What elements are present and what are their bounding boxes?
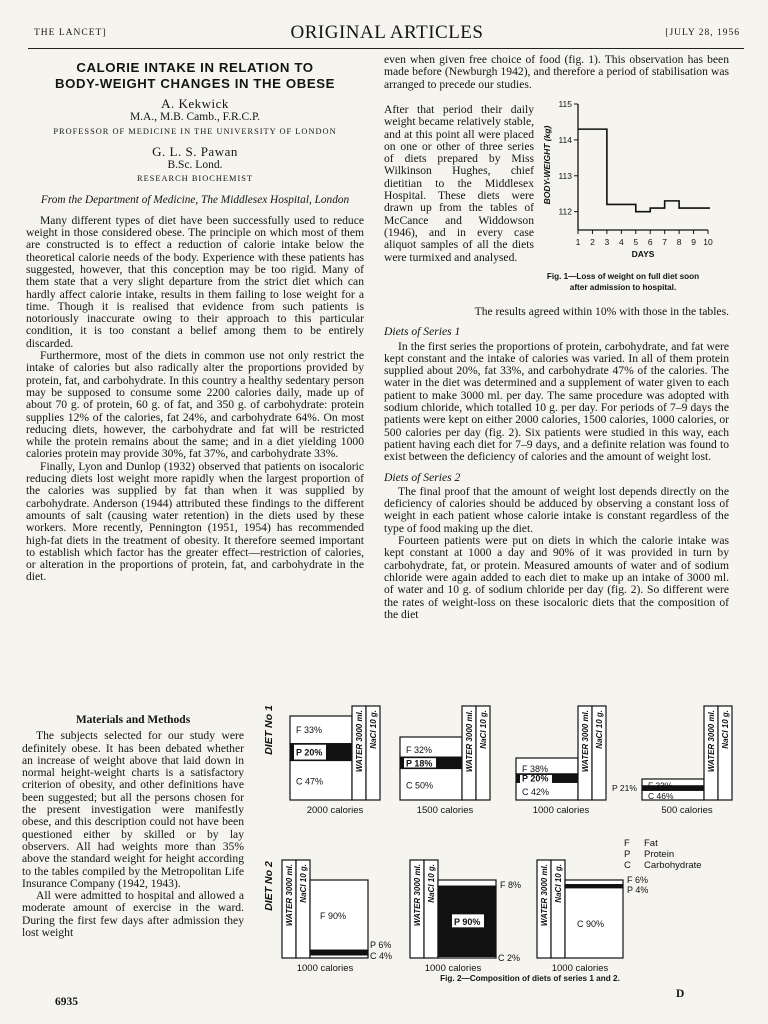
fat-label: F 32% xyxy=(406,745,433,756)
fat-label: F 6% xyxy=(627,875,649,885)
page-number: 6935 xyxy=(55,996,78,1008)
affiliation: From the Department of Medicine, The Middlesex Hospital, London xyxy=(40,193,350,206)
fat-label: F 8% xyxy=(500,880,522,891)
issue-date: [JULY 28, 1956 xyxy=(665,28,740,38)
author-1: A. Kekwick xyxy=(161,96,229,111)
x-tick-label: 8 xyxy=(676,237,682,247)
figure-1-caption xyxy=(538,272,708,293)
protein-label: P 20% xyxy=(296,747,323,758)
diet-bar-group xyxy=(290,706,380,816)
diet-bar-group xyxy=(516,706,606,816)
header-rule xyxy=(28,48,744,49)
protein-label: P 18% xyxy=(406,758,433,769)
paragraph: The subjects selected for our study were definitely obese. It has been debated whether an increase of weight above that laid down in normal height-weight charts is a satisfactory criterion of obesity, and other definitions have been suggested; but all the persons chosen for the present investigation were manifestly obese, and this description could not have been questioned either by skilled or by lay observers. All had weights more than 35% above the standard weight for height according to the tables compiled by the Metropolitan Life Insurance Company (1942, 1943). xyxy=(22,729,244,890)
author-1-post: PROFESSOR OF MEDICINE IN THE UNIVERSITY OF LONDON xyxy=(53,126,337,136)
protein-segment xyxy=(310,950,368,955)
protein-label: P 20% xyxy=(522,773,549,784)
diet-bar-group xyxy=(410,860,521,974)
legend-key: P xyxy=(624,849,631,860)
salt-label: NaCl 10 g. xyxy=(721,710,730,749)
diet-bar-group xyxy=(400,706,490,816)
calories-label: 2000 calories xyxy=(306,805,364,816)
calories-label: 500 calories xyxy=(661,805,713,816)
figure-2-caption: Fig. 2—Composition of diets of series 1 and 2. xyxy=(440,974,620,983)
carbohydrate-label: C 4% xyxy=(370,951,393,961)
x-tick-label: 10 xyxy=(703,237,713,247)
series1-heading: Diets of Series 1 xyxy=(384,325,461,339)
paragraph: All were admitted to hospital and allowed a moderate amount of exercise in the ward. During the first few days after admission they lost weight xyxy=(22,889,244,940)
diet-bar-group xyxy=(537,860,648,974)
weight-line xyxy=(578,129,710,212)
legend-label: Carbohydrate xyxy=(644,860,702,871)
right-column-body xyxy=(384,306,729,621)
x-tick-label: 4 xyxy=(618,237,624,247)
diet-bar-group xyxy=(612,706,732,816)
title-line-2: BODY-WEIGHT CHANGES IN THE OBESE xyxy=(54,76,336,91)
signature-mark: D xyxy=(676,988,685,1000)
protein-label: P 90% xyxy=(454,916,481,927)
legend-label: Fat xyxy=(644,838,658,849)
figure-1-chart xyxy=(538,96,720,272)
protein-label: P 6% xyxy=(370,940,392,950)
x-axis-label: DAYS xyxy=(631,249,655,259)
journal-name: THE LANCET] xyxy=(34,28,107,38)
author-2-degrees: B.Sc. Lond. xyxy=(167,159,223,172)
running-header xyxy=(34,22,740,44)
salt-label: NaCl 10 g. xyxy=(427,864,436,903)
calories-label: 1000 calories xyxy=(532,805,590,816)
water-label: WATER 3000 ml. xyxy=(707,710,716,773)
author-2-post: RESEARCH BIOCHEMIST xyxy=(136,174,254,184)
water-label: WATER 3000 ml. xyxy=(413,864,422,927)
author-1-degrees: M.A., M.B. Camb., F.R.C.P. xyxy=(129,111,261,124)
salt-label: NaCl 10 g. xyxy=(595,710,604,749)
carbohydrate-label: C 47% xyxy=(296,776,324,787)
methods-heading: Materials and Methods xyxy=(75,714,191,726)
water-label: WATER 3000 ml. xyxy=(355,710,364,773)
series-label: DIET No 1 xyxy=(263,705,275,755)
diet-bar-group xyxy=(282,860,392,974)
water-label: WATER 3000 ml. xyxy=(581,710,590,773)
legend-key: C xyxy=(624,860,631,871)
carbohydrate-label: C 90% xyxy=(577,918,605,929)
calories-label: 1000 calories xyxy=(296,963,354,974)
legend-key: F xyxy=(624,838,630,849)
y-tick-label: 113 xyxy=(558,170,572,181)
author-2: G. L. S. Pawan xyxy=(152,143,238,159)
water-label: WATER 3000 ml. xyxy=(465,710,474,773)
paragraph: In the first series the proportions of protein, carbohydrate, and fat were kept constant and the intake of calories was varied. In all of them protein supplied about 20%, fat 33%, and carbohydrate 47% of the calories. The water in the diet was determined and a supplement of water given to each patient to make 3000 ml. per day. The same procedure was adopted with sodium chloride, which totalled 10 g. per day. For periods of 7–9 days the patients were kept on either 2000 calories, 1500 calories, 1000 calories, or 500 calories per day (fig. 2). Six patients were studied in this way, each patient having each diet for 7–9 days, and a definite relation was found to exist between the deficiency of calories and the amount of weight lost. xyxy=(384,339,729,464)
series-label: DIET No 2 xyxy=(263,861,275,911)
carbohydrate-label: C 50% xyxy=(406,780,434,791)
salt-label: NaCl 10 g. xyxy=(479,710,488,749)
paragraph: Fourteen patients were put on diets in which the calorie intake was kept constant at 1000 a day and 90% of it was provided in turn by carbohydrate, fat, or protein. Measured amounts of water and of sodium chloride were again added to each diet to make up an intake of 3000 ml. of water and 10 g. of sodium chloride per day (fig. 2). So different were the rates of weight-loss on these isocaloric diets that the composition of the diet xyxy=(384,534,729,621)
left-column-lower xyxy=(22,708,244,939)
fat-segment xyxy=(565,880,623,885)
fat-segment xyxy=(438,880,496,886)
section-title: ORIGINAL ARTICLES xyxy=(290,22,484,43)
x-tick-label: 7 xyxy=(662,237,668,247)
calories-label: 1000 calories xyxy=(424,963,482,974)
salt-label: NaCl 10 g. xyxy=(554,864,563,903)
paragraph: Many different types of diet have been successfully used to reduce weight in those considered obese. The principle on which most of them are constructed is to effect a reduction of calorie intake below the theoretical calorie needs of the body. Experience with these patients has suggested, however, that this conception may be too rigid. Many of them state that a very slight departure from the strict diet which can hardly affect calorie intake, results in them failing to lose weight for a time. Though it is realised that evidence from such patients is notoriously inaccurate owing to their approach to this particular condition, it is too constant a belief among them to be entirely discarded. xyxy=(26,213,364,350)
paragraph: even when given free choice of food (fig. 1). This observation has been made before (Newburgh 1942), and therefore a period of stabilisation was arranged to precede our studies. xyxy=(384,53,729,91)
caption-line-1: Fig. 1—Loss of weight on full diet soon xyxy=(546,272,700,281)
fat-label: F 33% xyxy=(296,725,323,735)
water-label: WATER 3000 ml. xyxy=(540,864,549,927)
carbohydrate-label: C 42% xyxy=(522,787,550,798)
calories-label: 1500 calories xyxy=(416,805,474,816)
legend-label: Protein xyxy=(644,849,675,860)
series2-heading: Diets of Series 2 xyxy=(384,470,461,484)
x-tick-label: 6 xyxy=(647,237,653,247)
protein-label: P 21% xyxy=(612,783,637,794)
protein-label: P 4% xyxy=(627,885,649,895)
carbohydrate-segment xyxy=(310,955,368,958)
x-tick-label: 9 xyxy=(691,237,696,247)
salt-label: NaCl 10 g. xyxy=(369,710,378,749)
paragraph: The results agreed within 10% with those in the tables. xyxy=(474,305,729,318)
carbohydrate-label: C 46% xyxy=(648,791,674,802)
water-label: WATER 3000 ml. xyxy=(285,864,294,927)
fat-label: F 90% xyxy=(320,911,347,922)
figure-2-chart xyxy=(252,686,742,976)
x-tick-label: 5 xyxy=(633,237,639,247)
paragraph: The final proof that the amount of weight lost depends directly on the deficiency of calories should be adduced by observing a constant loss of weight in each patient whose calorie intake is constant regardless of the type of food making up the diet. xyxy=(384,484,729,535)
left-column xyxy=(26,60,364,584)
y-tick-label: 114 xyxy=(558,134,572,145)
calories-label: 1000 calories xyxy=(551,963,609,974)
x-tick-label: 3 xyxy=(604,237,610,247)
x-tick-label: 1 xyxy=(575,237,581,247)
fat-label: F 38% xyxy=(522,763,549,774)
caption-line-2: after admission to hospital. xyxy=(569,282,677,292)
paragraph: After that period their daily weight became relatively stable, and at this point all were placed on one or other of three series of diets prepared by Miss Wilkinson Hughes, chief dietitian to the Middlesex Hospital. These diets were drawn up from the tables of McCance and Widdowson (1946), and in every case aliquot samples of all the diets were turmixed and analysed. xyxy=(384,103,534,264)
fat-label: F 33% xyxy=(648,780,673,791)
right-column-wrap xyxy=(384,104,534,264)
carbohydrate-label: C 2% xyxy=(498,953,521,963)
y-tick-label: 115 xyxy=(558,99,572,109)
salt-label: NaCl 10 g. xyxy=(299,864,308,903)
paragraph: Furthermore, most of the diets in common use not only restrict the intake of calories but also radically alter the proportions provided by protein, fat, and carbohydrate. In this country a healthy sedentary person may be supposed to consume some 2200 calories daily, made up of about 70 g. of protein, 60 g. of fat, and 350 g. of carbohydrate: protein supplies 12% of the calories, fat 24%, and carbohydrate 64%. On most reducing diets, however, the carbohydrate and fat will be restricted while the protein remains about the same; and in a diet yielding 1000 calories protein may provide 30%, fat 37%, and carbohydrate 33%. xyxy=(26,349,364,461)
carbohydrate-segment xyxy=(438,956,496,958)
article-title xyxy=(26,60,364,92)
x-tick-label: 2 xyxy=(590,237,595,247)
paragraph: Finally, Lyon and Dunlop (1932) observed that patients on isocaloric reducing diets lost weight more rapidly when the largest proportion of the calories was supplied by fat than when it was supplied by carbohydrate. Anderson (1944) attributed these findings to the different amounts of salt (causing water retention) in the diets used by these workers. More recently, Pennington (1951, 1954) has recommended high-fat diets in the treatment of obesity. It therefore seemed important to establish which factor has the greater effect—restriction of calories, or alteration in the proportions of protein, fat, and carbohydrate in the diet. xyxy=(26,459,364,584)
y-axis-label: BODY-WEIGHT (kg) xyxy=(542,125,552,205)
title-line-1: CALORIE INTAKE IN RELATION TO xyxy=(76,60,314,75)
y-tick-label: 112 xyxy=(558,206,572,217)
right-column-top xyxy=(384,54,729,91)
